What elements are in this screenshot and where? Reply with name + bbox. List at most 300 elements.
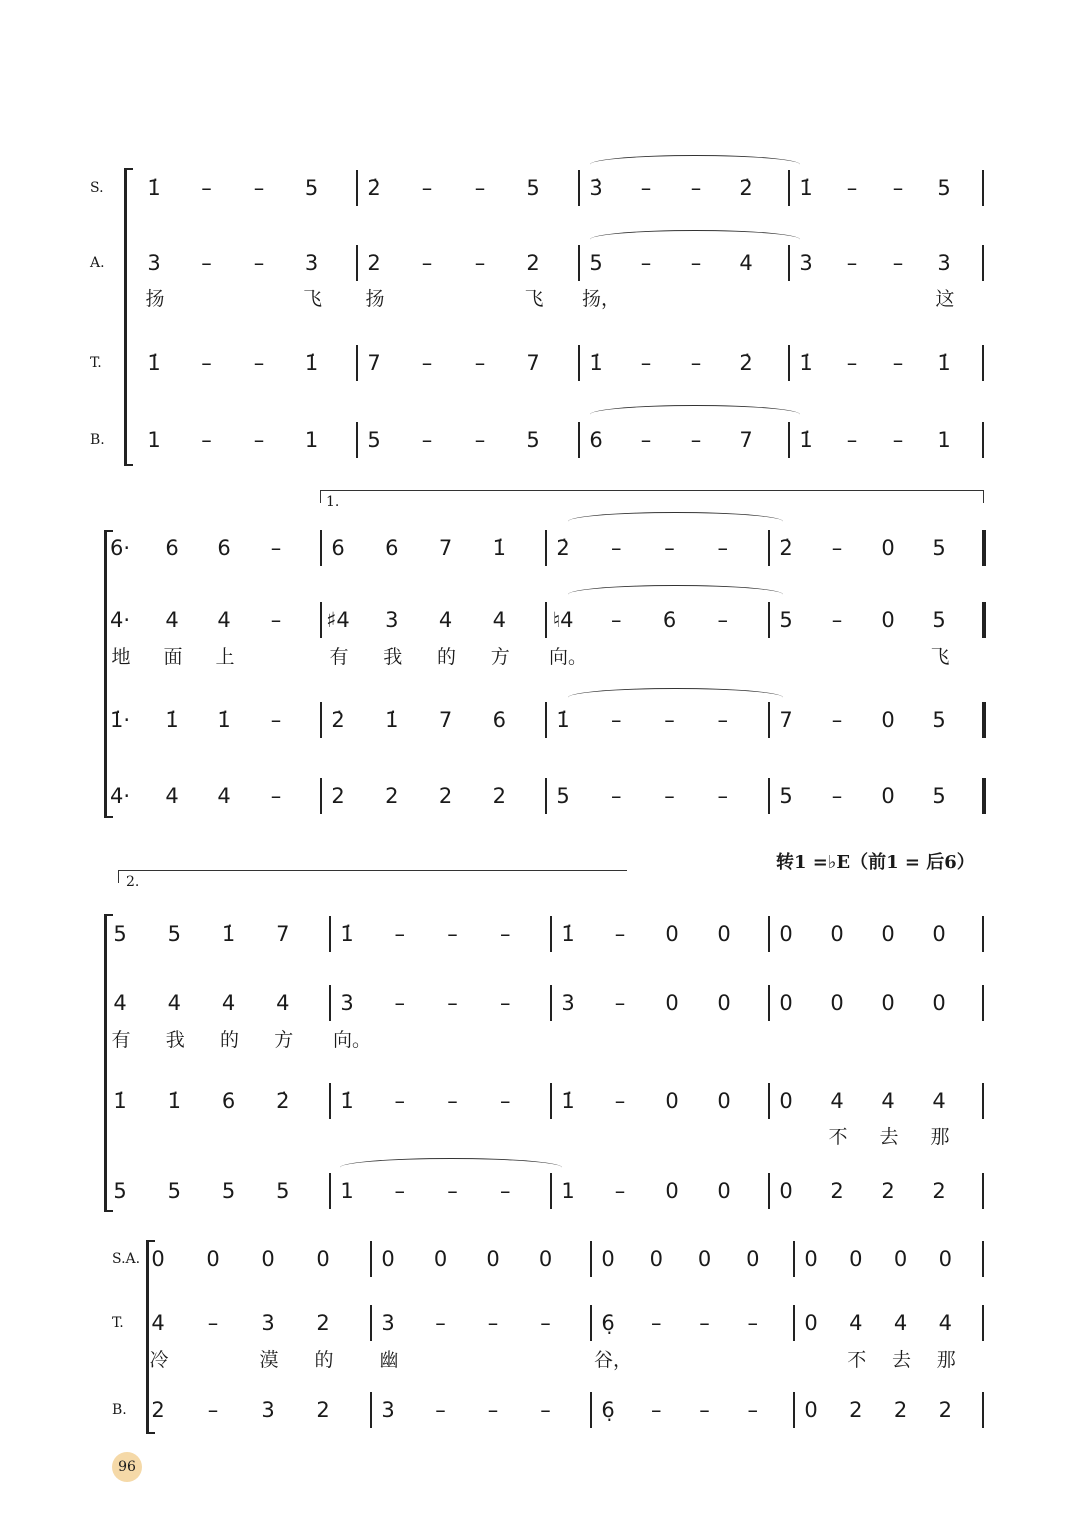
barline [320, 702, 322, 738]
note: 7 [438, 536, 453, 560]
note: – [664, 536, 675, 560]
note: 1 [561, 1179, 575, 1203]
note: 2̇ [739, 351, 753, 375]
barline [545, 778, 547, 814]
note: 0 [746, 1247, 760, 1271]
note: ♯4 [326, 608, 350, 632]
note: 6 [217, 536, 231, 560]
note: 1 [937, 428, 951, 452]
note: 0 [779, 1179, 793, 1203]
note: – [717, 536, 728, 560]
note: – [664, 708, 675, 732]
note: 2 [526, 251, 540, 275]
note: – [421, 251, 433, 275]
lyric-syllable: 上 [215, 646, 235, 668]
note: – [690, 351, 702, 375]
note: 1̇ [340, 922, 354, 946]
note: 7 [526, 351, 540, 375]
note: 1̇ [221, 922, 236, 946]
note: – [611, 708, 622, 732]
note: – [421, 428, 433, 452]
note: 1̇ [799, 176, 813, 200]
note: 0 [881, 784, 895, 808]
note: 0 [649, 1247, 663, 1271]
barline [982, 530, 986, 566]
note: – [611, 608, 622, 632]
lyric-syllable: 面 [163, 646, 183, 668]
note: 3 [385, 608, 399, 632]
lyric-syllable: 方 [490, 646, 510, 668]
note: 0 [881, 608, 895, 632]
note: – [394, 1089, 405, 1113]
note: 4 [849, 1311, 863, 1335]
barline [982, 1392, 984, 1428]
barline [793, 1392, 795, 1428]
note: – [611, 536, 622, 560]
note: 3 [340, 991, 354, 1015]
note: 0 [665, 1179, 679, 1203]
note: 0 [697, 1247, 712, 1271]
note: – [699, 1311, 710, 1335]
slur [340, 1158, 562, 1177]
barline [788, 170, 790, 206]
barline [982, 422, 984, 458]
note: – [611, 784, 622, 808]
note: 5 [932, 536, 946, 560]
lyric-syllable: 漠 [259, 1349, 279, 1371]
note: – [201, 251, 212, 275]
note: 1̇ [799, 351, 813, 375]
note: 2̇ [367, 176, 381, 200]
note: 1̇ [113, 1089, 127, 1113]
note: – [447, 922, 458, 946]
note: 5 [937, 176, 951, 200]
barline [768, 985, 770, 1021]
barline [982, 916, 984, 952]
note: 0 [893, 1247, 908, 1271]
volta-2-bracket [118, 870, 627, 883]
note: – [690, 176, 702, 200]
note: 2̇ [779, 536, 793, 560]
lyric-syllable: 扬 [145, 288, 165, 310]
lyric-syllable: 飞 [524, 288, 544, 310]
note: 2 [316, 1398, 330, 1422]
note: 1 [340, 1179, 354, 1203]
note: 2 [932, 1179, 946, 1203]
note: – [690, 251, 702, 275]
lyric-syllable: 扬 [365, 288, 385, 310]
note: – [447, 991, 458, 1015]
note: 6 [662, 608, 677, 632]
barline [768, 916, 770, 952]
note: – [487, 1398, 499, 1422]
slur [590, 230, 800, 249]
lyric-syllable: 谷， [594, 1349, 633, 1371]
note: – [435, 1398, 446, 1422]
note: – [201, 176, 212, 200]
barline [329, 985, 331, 1021]
note: – [717, 784, 728, 808]
barline [545, 530, 547, 566]
note: 2 [316, 1311, 330, 1335]
barline [356, 422, 358, 458]
barline [982, 345, 984, 381]
barline [982, 702, 986, 738]
note: 5 [779, 608, 793, 632]
note: – [717, 608, 728, 632]
note: 0 [206, 1247, 220, 1271]
note: 6· [109, 536, 131, 560]
note: 5 [167, 922, 181, 946]
note: 7 [739, 428, 753, 452]
note: 5 [526, 428, 540, 452]
barline [329, 916, 331, 952]
note: 0 [881, 922, 895, 946]
note: 4 [217, 608, 231, 632]
note: 3 [561, 991, 575, 1015]
note: 5 [221, 1179, 236, 1203]
note: 2 [893, 1398, 908, 1422]
note: 3 [304, 251, 319, 275]
note: – [435, 1311, 446, 1335]
note: – [394, 1179, 405, 1203]
barline [370, 1305, 372, 1341]
slur [590, 405, 800, 424]
note: 4 [165, 784, 179, 808]
note: – [394, 922, 405, 946]
note: 5 [779, 784, 793, 808]
barline [545, 702, 547, 738]
note: 1̇ [340, 1089, 354, 1113]
note: 6̣ [601, 1398, 615, 1422]
lyric-syllable: 飞 [302, 288, 322, 310]
note: 2 [492, 784, 506, 808]
note: – [614, 1089, 626, 1113]
note: 0 [881, 536, 895, 560]
note: 0 [779, 991, 793, 1015]
slur [590, 155, 800, 174]
barline [982, 1173, 984, 1209]
note: 7 [276, 922, 290, 946]
barline [578, 245, 580, 281]
note: 2̇ [739, 176, 753, 200]
note: – [846, 176, 858, 200]
barline [982, 1305, 984, 1341]
note: 1̇ [385, 708, 399, 732]
note: 3 [381, 1398, 395, 1422]
note: 0 [830, 922, 844, 946]
barline [550, 1173, 552, 1209]
note: – [831, 608, 843, 632]
note: 1̇ [304, 351, 319, 375]
note: 5 [932, 608, 946, 632]
barline [982, 985, 984, 1021]
volta-2-label: 2. [126, 874, 140, 890]
note: 1̇ [147, 176, 161, 200]
note: 3 [937, 251, 951, 275]
note: – [270, 608, 282, 632]
note: – [892, 176, 904, 200]
barline [793, 1241, 795, 1277]
note: 1 [304, 428, 319, 452]
barline [550, 916, 552, 952]
lyric-syllable: 我 [165, 1029, 185, 1051]
note: – [540, 1311, 551, 1335]
modulation-marking: 转1 =♭E（前1 = 后6） [776, 852, 975, 873]
note: 0 [849, 1247, 863, 1271]
system-bracket [104, 914, 113, 1212]
note: – [640, 176, 652, 200]
note: 2 [881, 1179, 895, 1203]
note: 5 [556, 784, 570, 808]
note: 5 [932, 784, 946, 808]
note: 0 [717, 1179, 731, 1203]
note: – [540, 1398, 551, 1422]
note: – [651, 1311, 662, 1335]
note: 4· [109, 784, 131, 808]
note: 0 [433, 1247, 448, 1271]
note: – [474, 351, 486, 375]
note: – [699, 1398, 710, 1422]
lyric-syllable: 有 [329, 646, 349, 668]
note: – [614, 922, 626, 946]
note: 5 [367, 428, 381, 452]
note: 0 [717, 991, 731, 1015]
note: 0 [381, 1247, 395, 1271]
note: 1 [147, 428, 161, 452]
barline [356, 345, 358, 381]
note: – [846, 428, 858, 452]
note: 0 [665, 991, 679, 1015]
barline [982, 1241, 984, 1277]
note: 7 [779, 708, 793, 732]
barline [788, 422, 790, 458]
note: 0 [830, 991, 844, 1015]
note: 2 [151, 1398, 165, 1422]
note: 3 [261, 1311, 275, 1335]
lyric-syllable: 方 [274, 1029, 294, 1051]
system-bracket [124, 168, 133, 466]
note: 2 [367, 251, 381, 275]
note: 3 [147, 251, 161, 275]
note: 2̇ [331, 708, 345, 732]
note: 4 [938, 1311, 952, 1335]
voice-label: A. [90, 255, 105, 271]
note: 1̇ [561, 1089, 575, 1113]
barline [545, 602, 547, 638]
note: 2 [849, 1398, 863, 1422]
barline [768, 702, 770, 738]
note: 4 [830, 1089, 844, 1113]
note: – [831, 536, 843, 560]
barline [370, 1392, 372, 1428]
note: – [500, 1089, 511, 1113]
note: – [500, 922, 511, 946]
note: 0 [717, 1089, 731, 1113]
note: 2 [830, 1179, 844, 1203]
note: – [474, 176, 486, 200]
system-bracket [104, 530, 113, 818]
note: 5 [276, 1179, 290, 1203]
note: – [640, 251, 652, 275]
note: 4 [492, 608, 506, 632]
note: 4 [893, 1311, 908, 1335]
barline [578, 422, 580, 458]
barline [768, 1083, 770, 1119]
barline [793, 1305, 795, 1341]
note: 2 [438, 784, 453, 808]
note: – [831, 708, 843, 732]
note: 1̇ [217, 708, 231, 732]
lyric-syllable: 不 [828, 1126, 848, 1148]
lyric-syllable: 向。 [333, 1029, 372, 1051]
note: 6 [385, 536, 399, 560]
note: 1̇ [937, 351, 951, 375]
note: 1̇ [589, 351, 603, 375]
note: 4· [109, 608, 131, 632]
volta-1-bracket [320, 490, 984, 503]
barline [768, 602, 770, 638]
lyric-syllable: 那 [936, 1349, 956, 1371]
barline [982, 170, 984, 206]
note: – [640, 351, 652, 375]
note: – [500, 1179, 511, 1203]
note: – [253, 351, 265, 375]
note: – [747, 1311, 758, 1335]
barline [768, 778, 770, 814]
note: – [664, 784, 675, 808]
note: 7 [438, 708, 453, 732]
slur [568, 512, 783, 531]
note: 0 [538, 1247, 553, 1271]
note: 5 [113, 1179, 127, 1203]
barline [329, 1083, 331, 1119]
voice-label: S. [90, 180, 104, 196]
note: 0 [261, 1247, 275, 1271]
note: – [892, 428, 904, 452]
barline [550, 985, 552, 1021]
voice-label: S.A. [112, 1251, 141, 1267]
lyric-syllable: 的 [219, 1029, 239, 1051]
note: – [270, 708, 282, 732]
note: – [846, 351, 858, 375]
note: 1̇ [165, 708, 179, 732]
note: 6 [589, 428, 603, 452]
note: 3 [799, 251, 813, 275]
note: ♮4 [552, 608, 574, 632]
note: 4 [165, 608, 179, 632]
volta-1-label: 1. [326, 494, 340, 510]
note: – [614, 1179, 626, 1203]
note: – [614, 991, 626, 1015]
note: 0 [804, 1311, 818, 1335]
lyric-syllable: 冷 [149, 1349, 169, 1371]
note: – [421, 351, 433, 375]
voice-label: B. [112, 1402, 127, 1418]
note: 1̇ [561, 922, 575, 946]
note: 0 [804, 1247, 818, 1271]
note: 5 [932, 708, 946, 732]
note: – [892, 351, 904, 375]
lyric-syllable: 去 [879, 1126, 899, 1148]
barline [329, 1173, 331, 1209]
note: – [474, 251, 486, 275]
note: – [253, 176, 265, 200]
barline [320, 778, 322, 814]
lyric-syllable: 那 [930, 1126, 950, 1148]
slur [568, 585, 783, 604]
barline [982, 1083, 984, 1119]
note: 5 [113, 922, 127, 946]
note: 4 [113, 991, 127, 1015]
note: 0 [881, 991, 895, 1015]
note: 0 [151, 1247, 165, 1271]
barline [590, 1305, 592, 1341]
lyric-syllable: 扬， [582, 288, 621, 310]
note: 5 [526, 176, 540, 200]
note: – [447, 1179, 458, 1203]
lyric-syllable: 幽 [379, 1349, 399, 1371]
note: 4 [739, 251, 753, 275]
barline [788, 345, 790, 381]
note: – [394, 991, 405, 1015]
note: 5 [304, 176, 319, 200]
barline [982, 245, 984, 281]
lyric-syllable: 这 [935, 288, 955, 310]
note: 1̇ [147, 351, 161, 375]
slur [568, 688, 783, 707]
lyric-syllable: 我 [383, 646, 403, 668]
barline [356, 245, 358, 281]
note: – [717, 708, 728, 732]
page-number: 96 [112, 1452, 142, 1482]
barline [768, 1173, 770, 1209]
note: 2 [938, 1398, 952, 1422]
note: – [270, 784, 282, 808]
note: 1̇ [799, 428, 813, 452]
note: – [253, 428, 265, 452]
voice-label: T. [112, 1315, 124, 1331]
note: 0 [665, 922, 679, 946]
note: 1̇ [492, 536, 506, 560]
note: 0 [938, 1247, 952, 1271]
note: 4 [438, 608, 453, 632]
note: – [474, 428, 486, 452]
note: – [421, 176, 433, 200]
note: 1̇ [556, 708, 570, 732]
note: 1̇· [109, 708, 131, 732]
note: 2̇ [556, 536, 570, 560]
note: 2 [331, 784, 345, 808]
note: 4 [276, 991, 290, 1015]
voice-label: B. [90, 432, 105, 448]
lyric-syllable: 地 [111, 646, 131, 668]
barline [356, 170, 358, 206]
note: 0 [881, 708, 895, 732]
note: 0 [932, 991, 946, 1015]
note: – [500, 991, 511, 1015]
note: – [487, 1311, 499, 1335]
note: – [201, 351, 212, 375]
note: 4 [221, 991, 236, 1015]
note: – [207, 1311, 219, 1335]
note: 4 [881, 1089, 895, 1113]
note: – [201, 428, 212, 452]
note: – [640, 428, 652, 452]
note: 0 [486, 1247, 500, 1271]
barline [578, 345, 580, 381]
note: 6̣ [601, 1311, 615, 1335]
